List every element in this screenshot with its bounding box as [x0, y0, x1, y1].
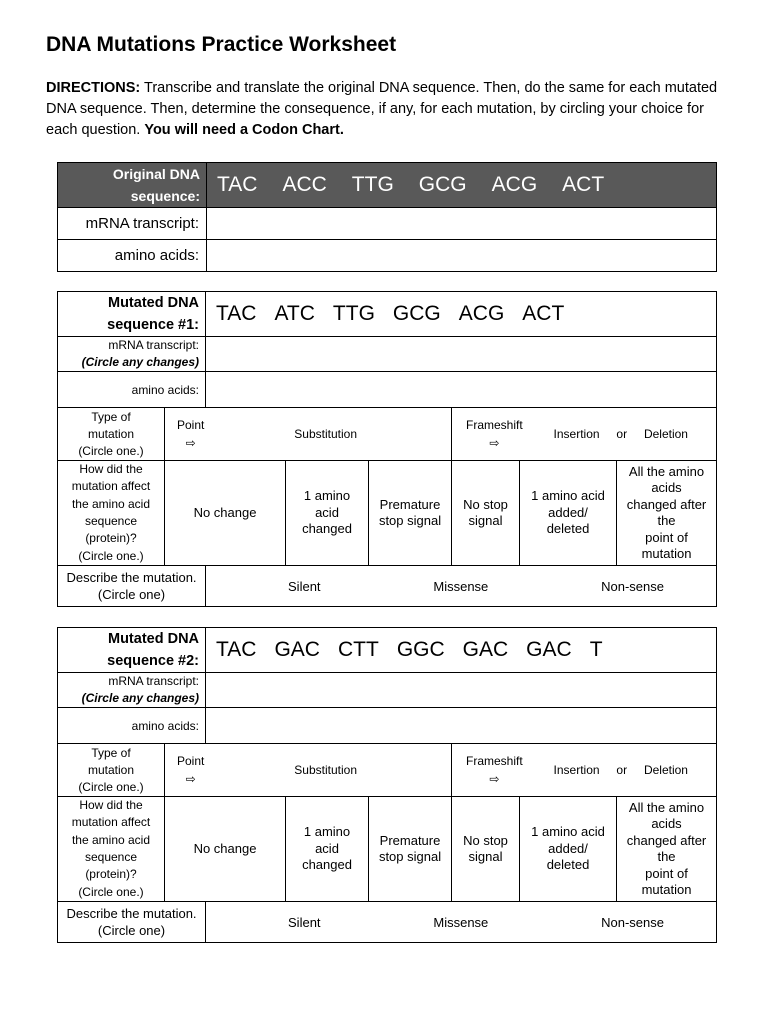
original-amino-answer[interactable] [207, 240, 717, 272]
frameshift-option[interactable]: Frameshift ⇨ Insertion or Deletion [452, 408, 717, 461]
mrna-answer[interactable] [206, 337, 717, 372]
codon: GCG [392, 302, 441, 325]
arrow-right-icon: ⇨ [489, 436, 500, 450]
effect-premature-stop[interactable]: Premature stop signal [369, 461, 452, 566]
original-mrna-label: mRNA transcript: [58, 208, 207, 240]
codon: ACG [491, 173, 538, 196]
insertion-label: Insertion [553, 763, 600, 777]
frameshift-option[interactable]: Frameshift ⇨ Insertion or Deletion [452, 744, 717, 797]
missense-option[interactable]: Missense [433, 578, 489, 594]
codon: TAC [217, 173, 258, 196]
codon: TAC [216, 638, 257, 661]
effect-one-amino-changed[interactable]: 1 amino acid changed [286, 797, 369, 902]
original-amino-label: amino acids: [58, 240, 207, 272]
silent-option[interactable]: Silent [288, 578, 321, 594]
worksheet-title: DNA Mutations Practice Worksheet [46, 33, 397, 56]
mutation-label: Mutated DNA sequence #1: [58, 292, 206, 337]
codon: ACC [282, 173, 327, 196]
codon: ACT [562, 173, 605, 196]
original-label: Original DNA sequence: [58, 163, 207, 208]
effect-question: How did the mutation affect the amino acid sequence (protein)? (Circle one.) [58, 461, 165, 566]
amino-label: amino acids: [58, 372, 206, 408]
effect-no-change[interactable]: No change [165, 461, 286, 566]
codon: GGC [396, 638, 445, 661]
codon: GAC [462, 638, 509, 661]
directions-bold-end: You will need a Codon Chart. [144, 122, 344, 138]
point-substitution-option[interactable]: Point ⇨ Substitution [165, 408, 452, 461]
directions [46, 78, 726, 141]
missense-option[interactable]: Missense [433, 914, 489, 930]
mrna-answer[interactable] [206, 673, 717, 708]
directions-text: Transcribe and translate the original DNA sequence. Then, do the same for each mutated DNA sequence. Then, determine the consequence, if any, for each mutation, by circling your choice for each question. [46, 80, 718, 138]
directions-label: DIRECTIONS: [46, 80, 141, 96]
mutation-1-table [57, 291, 717, 607]
effect-all-changed[interactable]: All the amino acids changed after the point of mutation [617, 461, 717, 566]
deletion-label: Deletion [643, 763, 688, 777]
type-question: Type of mutation (Circle one.) [58, 408, 165, 461]
arrow-right-icon: ⇨ [489, 772, 500, 786]
insertion-label: Insertion [553, 427, 600, 441]
codon: TAC [216, 302, 257, 325]
mutation-2-table [57, 627, 717, 943]
original-mrna-answer[interactable] [207, 208, 717, 240]
describe-options [206, 902, 717, 943]
codon: CTT [337, 638, 379, 661]
nonsense-option[interactable]: Non-sense [601, 578, 664, 594]
amino-answer[interactable] [206, 708, 717, 744]
codon: GCG [418, 173, 467, 196]
effect-all-changed[interactable]: All the amino acids changed after the point of mutation [617, 797, 717, 902]
amino-label: amino acids: [58, 708, 206, 744]
effect-no-stop[interactable]: No stop signal [452, 461, 520, 566]
mutation-label: Mutated DNA sequence #2: [58, 628, 206, 673]
or-label: or [616, 763, 628, 777]
nonsense-option[interactable]: Non-sense [601, 914, 664, 930]
describe-question: Describe the mutation. (Circle one) [58, 566, 206, 607]
effect-amino-added-deleted[interactable]: 1 amino acid added/ deleted [520, 797, 617, 902]
substitution-label: Substitution [294, 427, 358, 441]
point-substitution-option[interactable]: Point ⇨ Substitution [165, 744, 452, 797]
deletion-label: Deletion [643, 427, 688, 441]
codon: TTG [332, 302, 375, 325]
effect-no-change[interactable]: No change [165, 797, 286, 902]
arrow-right-icon: ⇨ [185, 436, 196, 450]
silent-option[interactable]: Silent [288, 914, 321, 930]
mutation-sequence [206, 628, 717, 673]
original-sequence-table [57, 162, 717, 272]
effect-premature-stop[interactable]: Premature stop signal [369, 797, 452, 902]
mutation-sequence [206, 292, 717, 337]
codon: ATC [274, 302, 315, 325]
original-sequence [207, 163, 717, 208]
describe-options [206, 566, 717, 607]
mrna-label: mRNA transcript: (Circle any changes) [58, 673, 206, 708]
mrna-label: mRNA transcript: (Circle any changes) [58, 337, 206, 372]
effect-amino-added-deleted[interactable]: 1 amino acid added/ deleted [520, 461, 617, 566]
effect-question: How did the mutation affect the amino acid sequence (protein)? (Circle one.) [58, 797, 165, 902]
codon: TTG [351, 173, 394, 196]
amino-answer[interactable] [206, 372, 717, 408]
or-label: or [616, 427, 628, 441]
codon: T [589, 638, 603, 661]
effect-one-amino-changed[interactable]: 1 amino acid changed [286, 461, 369, 566]
codon: ACG [458, 302, 505, 325]
codon: GAC [526, 638, 572, 661]
arrow-right-icon: ⇨ [185, 772, 196, 786]
effect-no-stop[interactable]: No stop signal [452, 797, 520, 902]
codon: GAC [274, 638, 320, 661]
codon: ACT [522, 302, 565, 325]
substitution-label: Substitution [294, 763, 358, 777]
type-question: Type of mutation (Circle one.) [58, 744, 165, 797]
describe-question: Describe the mutation. (Circle one) [58, 902, 206, 943]
